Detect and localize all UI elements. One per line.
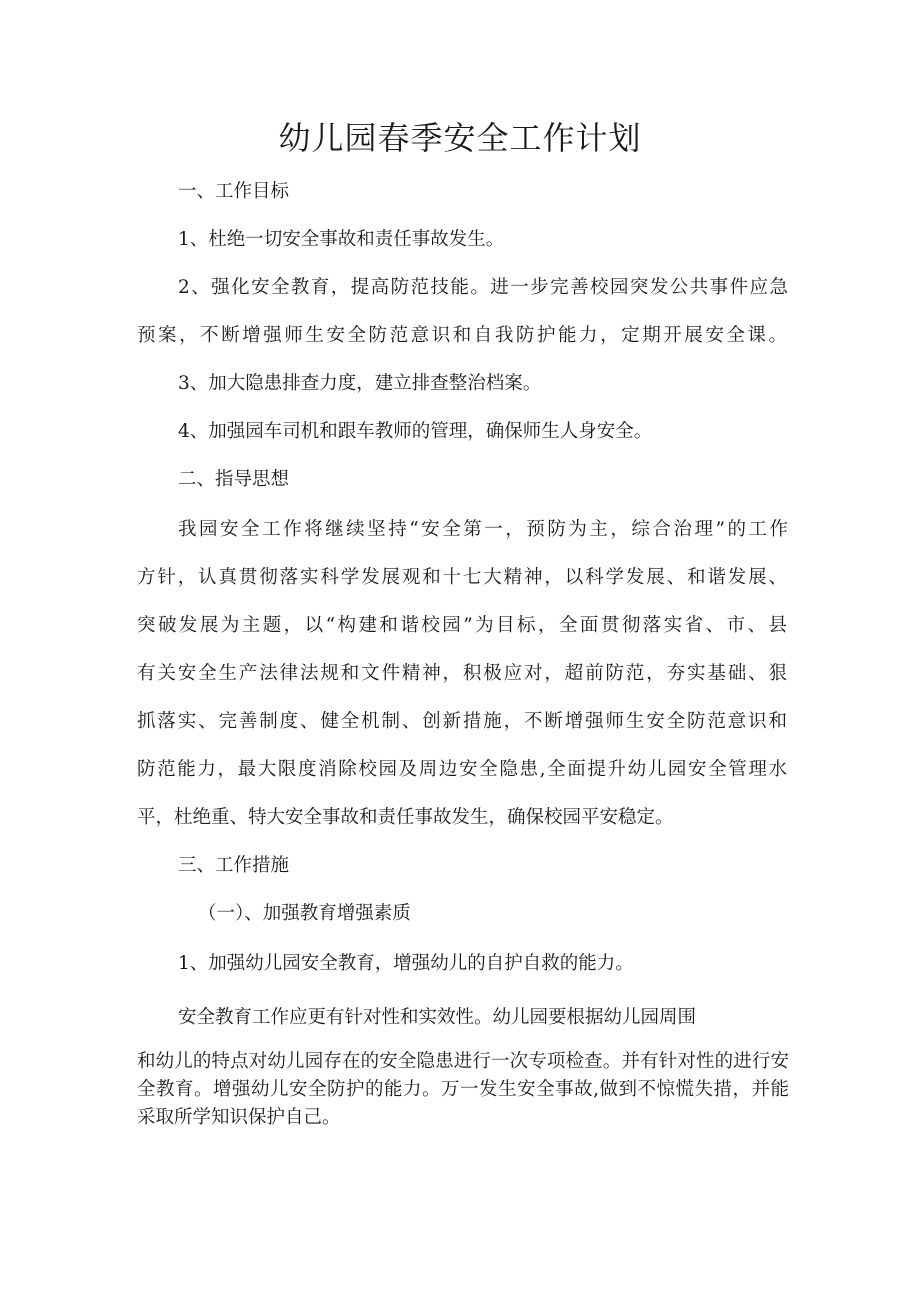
document-title: 幼儿园春季安全工作计划 bbox=[278, 119, 642, 157]
guiding-paragraph-line-5: 抓落实、完善制度、健全机制、创新措施，不断增强师生安全防范意识和 bbox=[137, 711, 787, 732]
goal-item-2-line-1: 2、强化安全教育，提高防范技能。进一步完善校园突发公共事件应急 bbox=[178, 277, 788, 298]
goal-item-2-line-2: 预案，不断增强师生安全防范意识和自我防护能力，定期开展安全课。 bbox=[137, 325, 787, 346]
goal-item-1: 1、杜绝一切安全事故和责任事故发生。 bbox=[178, 229, 505, 250]
section-heading-measures: 三、工作措施 bbox=[178, 855, 290, 876]
section-heading-guiding-thought: 二、指导思想 bbox=[178, 469, 290, 490]
section-heading-goals: 一、工作目标 bbox=[178, 181, 290, 202]
goal-item-4: 4、加强园车司机和跟车教师的管理，确保师生人身安全。 bbox=[178, 421, 653, 442]
measure-paragraph-body: 和幼儿的特点对幼儿园存在的安全隐患进行一次专项检查。并有针对性的进行安全教育。增强幼儿安全防护的能力。万一发生安全事故,做到不惊慌失措，并能采取所学知识保护自己。 bbox=[137, 1051, 789, 1128]
guiding-paragraph-line-3: 突破发展为主题，以“构建和谐校园”为目标，全面贯彻落实省、市、县 bbox=[137, 615, 787, 636]
guiding-paragraph-line-2: 方针，认真贯彻落实科学发展观和十七大精神，以科学发展、和谐发展、 bbox=[137, 567, 787, 588]
goal-item-3: 3、加大隐患排查力度，建立排查整治档案。 bbox=[178, 373, 542, 394]
measure-paragraph-intro: 安全教育工作应更有针对性和实效性。幼儿园要根据幼儿园周围 bbox=[178, 1007, 697, 1028]
guiding-paragraph-line-7: 平，杜绝重、特大安全事故和责任事故发生，确保校园平安稳定。 bbox=[137, 807, 674, 828]
guiding-paragraph-line-4: 有关安全生产法律法规和文件精神，积极应对，超前防范，夯实基础、狠 bbox=[137, 663, 787, 684]
subsection-heading-education: （一）、加强教育增强素质 bbox=[198, 903, 411, 924]
guiding-paragraph-line-6: 防范能力，最大限度消除校园及周边安全隐患,全面提升幼儿园安全管理水 bbox=[137, 759, 787, 780]
measure-item-1: 1、加强幼儿园安全教育，增强幼儿的自护自救的能力。 bbox=[178, 953, 634, 974]
guiding-paragraph-line-1: 我园安全工作将继续坚持“安全第一，预防为主，综合治理”的工作 bbox=[178, 519, 788, 540]
